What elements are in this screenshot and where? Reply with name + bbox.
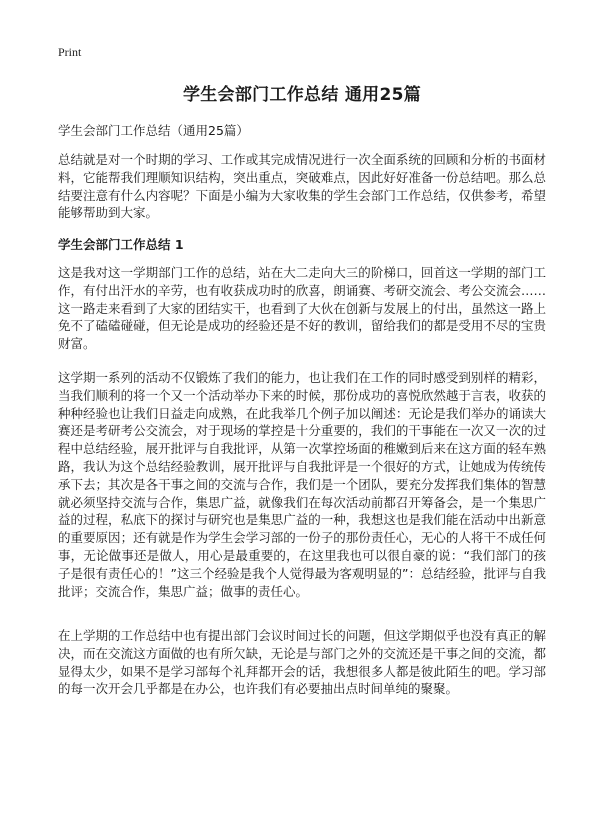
document-subtitle: 学生会部门工作总结（通用25篇） (58, 123, 249, 138)
section-heading: 学生会部门工作总结 1 (58, 237, 184, 252)
body-paragraph-1: 这是我对这一学期部门工作的总结，站在大二走向大三的阶梯口，回首这一学期的部门工作，有付出汗水的辛劳，也有收获成功时的欣喜，朗诵赛、考研交流会、考公交流会……这一路走来看到了大家的团结实干，也看到了大伙在创新与发展上的付出，虽然这一路上免不了磕磕碰碰，但无论是成功的经验还是不好的教训，留给我们的都是受用不尽的宝贵财富。 (58, 265, 546, 352)
body-paragraph-3: 在上学期的工作总结中也有提出部门会议时间过长的问题，但这学期似乎也没有真正的解决，而在交流这方面做的也有所欠缺，无论是与部门之外的交流还是干事之间的交流，都显得太少，如果不是学习部每个礼拜都开会的话，我想很多人都是彼此陌生的吧。学习部的每一次开会几乎都是在办公，也许我们有必要抽出点时间单纯的聚聚。 (58, 628, 546, 697)
print-link[interactable]: Print (58, 45, 82, 59)
body-paragraph-2: 这学期一系列的活动不仅锻炼了我们的能力，也让我们在工作的同时感受到别样的精彩，当我们顺利的将一个又一个活动举办下来的时候，那份成功的喜悦欣然越于言表，收获的种种经验也让我们日益走向成熟，在此我举几个例子加以阐述：无论是我们举办的诵读大赛还是考研考公交流会，对于现场的掌控是十分重要的，我们的干事能在一次又一次的过程中总结经验，展开批评与自我批评，从第一次掌控场面的稚嫩到后来在这方面的轻车熟路，我认为这个总结经验教训，展开批评与自我批评是一个很好的方式，让她成为传统传承下去；其次是各干事之间的交流与合作，我们是一个团队，要充分发挥我们集体的智慧就必须坚持交流与合作，集思广益，就像我们在每次活动前都召开筹备会，是一个集思广益的过程，私底下的探讨与研究也是集思广益的一种，我想这也是我们能在活动中出新意的重要原因；还有就是作为学生会学习部的一份子的那份责任心，无心的人将干不成任何事，无论做事还是做人，用心是最重要的，在这里我也可以很自豪的说：“我们部门的孩子是很有责任心的！”这三个经验是我个人觉得最为客观明显的”：总结经验，批评与自我批评；交流合作，集思广益；做事的责任心。 (58, 370, 546, 599)
intro-paragraph: 总结就是对一个时期的学习、工作或其完成情况进行一次全面系统的回顾和分析的书面材料，它能帮我们理顺知识结构，突出重点，突破难点，因此好好准备一份总结吧。那么总结要注意有什么内容呢？下面是小编为大家收集的学生会部门工作总结，仅供参考，希望能够帮助到大家。 (58, 152, 546, 221)
document-title: 学生会部门工作总结 通用25篇 (182, 85, 422, 105)
